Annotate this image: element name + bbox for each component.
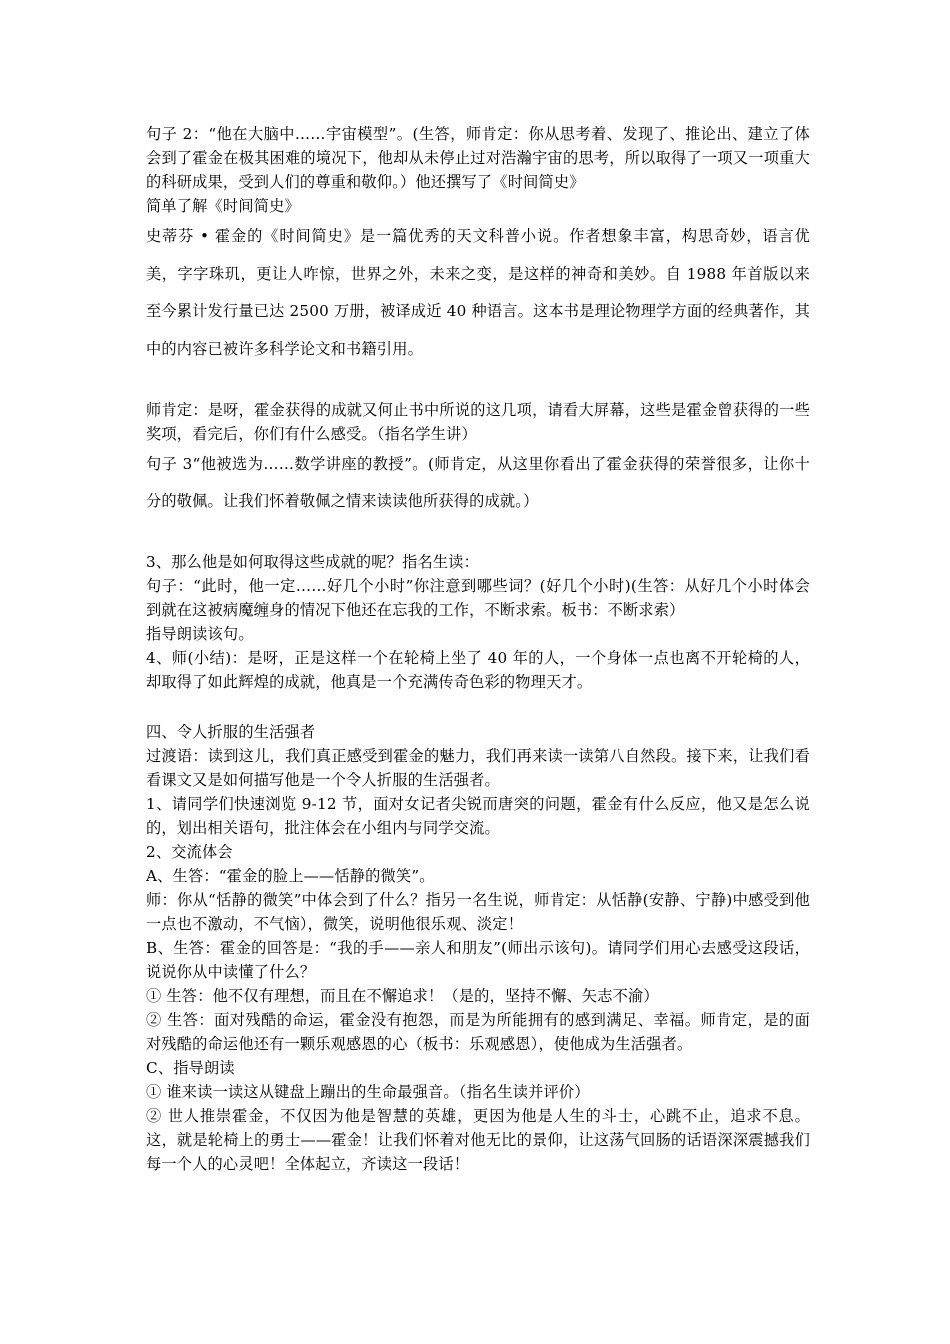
paragraph-answer-b-1: ① 生答：他不仅有理想，而且在不懈追求！（是的，坚持不懈、矢志不渝） [146,987,659,1005]
paragraph-sentence-hours: 句子：“此时，他一定……好几个小时”你注意到哪些词？(好几个小时)(生答：从好几个小时体会到就在这被病魔缠身的情况下他还在忘我的工作，不断求索。板书：不断求索） [146,577,810,619]
document-body [146,122,810,1176]
book-intro-block [146,218,810,368]
spacer [146,694,810,720]
paragraph-answer-a: A、生答：“霍金的脸上——恬静的微笑”。 [146,867,435,885]
paragraph-summary-4: 4、师(小结)：是呀，正是这样一个在轮椅上坐了 40 年的人，一个身体一点也离不开轮椅的人，却取得了如此辉煌的成就，他真是一个充满传奇色彩的物理天才。 [146,649,810,691]
section-heading-4: 四、令人折服的生活强者 [146,723,316,741]
paragraph-guide-c: C、指导朗读 [146,1059,235,1077]
paragraph-transition: 过渡语：读到这儿，我们真正感受到霍金的魅力，我们再来读一读第八自然段。接下来，让我们看看课文又是如何描写他是一个令人折服的生活强者。 [146,747,810,789]
paragraph-teacher-affirm: 师肯定：是呀，霍金获得的成就又何止书中所说的这几项，请看大屏幕，这些是霍金曾获得的一些奖项，看完后，你们有什么感受。（指名学生讲） [146,401,810,443]
paragraph-answer-b-2: ② 生答：面对残酷的命运，霍金没有抱怨，而是为所能拥有的感到满足、幸福。师肯定，是的面对残酷的命运他还有一颗乐观感恩的心（板书：乐观感恩），使他成为生活强者。 [146,1011,810,1053]
paragraph-question-3: 3、那么他是如何取得这些成就的呢？指名生读： [146,553,480,571]
paragraph-answer-b: B、生答：霍金的回答是：“我的手——亲人和朋友”(师出示该句)。请同学们用心去感受这段话，说说你从中读懂了什么？ [146,939,810,981]
paragraph-book-intro: 史蒂芬 • 霍金的《时间简史》是一篇优秀的天文科普小说。作者想象丰富，构思奇妙，语言优美，字字珠玑，更让人咋惊，世界之外，未来之变，是这样的神奇和美妙。自 1988 年首版以来至今累计发行量已达 2500 万册，被译成近 40 种语言。这本书是理论物理学方面的经典著作，其中的内容已被许多科学论文和书籍引用。 [146,227,811,358]
paragraph-task-2: 2、交流体会 [146,843,233,861]
paragraph-sentence-2: 句子 2：“他在大脑中……宇宙模型”。(生答，师肯定：你从思考着、发现了、推论出、建立了体会到了霍金在极其困难的境况下，他却从未停止过对浩瀚宇宙的思考，所以取得了一项又一项重大的科研成果，受到人们的尊重和敬仰。）他还撰写了《时间简史》 [146,125,810,191]
paragraph-task-1: 1、请同学们快速浏览 9-12 节，面对女记者尖锐而唐突的问题，霍金有什么反应，他又是怎么说的，划出相关语句，批注体会在小组内与同学交流。 [146,795,810,837]
paragraph-guide-c-1: ① 谁来读一读这从键盘上蹦出的生命最强音。（指名生读并评价） [146,1083,590,1101]
spacer [146,520,810,550]
paragraph-sentence-3: 句子 3“他被选为……数学讲座的教授”。(师肯定，从这里你看出了霍金获得的荣誉很多，让你十分的敬佩。让我们怀着敬佩之情来读读他所获得的成就。） [146,455,810,510]
paragraph-guide-c-2: ② 世人推崇霍金，不仅因为他是智慧的英雄，更因为他是人生的斗士，心跳不止，追求不息。这，就是轮椅上的勇士——霍金！让我们怀着对他无比的景仰，让这荡气回肠的话语深深震撼我们每一个人的心灵吧！全体起立，齐读这一段话！ [146,1107,810,1173]
paragraph-guided-reading: 指导朗读该句。 [146,625,254,643]
spacer [146,368,810,398]
paragraph-teacher-smile: 师：你从“恬静的微笑”中体会到了什么？指另一名生说，师肯定：从恬静(安静、宁静)中感受到他一点也不激动，不气恼），微笑，说明他很乐观、淡定！ [146,891,810,933]
paragraph-brief-intro-heading: 简单了解《时间简史》 [146,197,300,215]
